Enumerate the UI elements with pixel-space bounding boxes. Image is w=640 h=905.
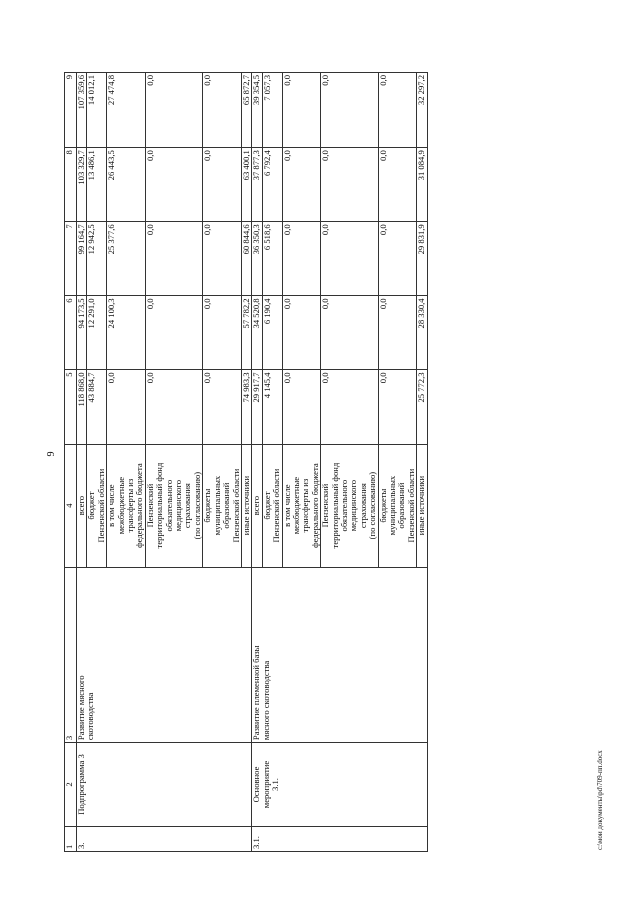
value-cell: 103 329,7 xyxy=(77,148,87,222)
funding-source: бюджеты муниципальных образований Пензенской области xyxy=(378,444,417,567)
value-cell: 7 057,3 xyxy=(262,73,282,148)
funding-source: иные источники xyxy=(241,444,251,567)
value-cell: 0,0 xyxy=(282,370,321,444)
value-cell: 0,0 xyxy=(107,370,146,444)
value-cell: 118 868,0 xyxy=(77,370,87,444)
value-cell: 0,0 xyxy=(378,73,417,148)
header-row xyxy=(65,73,77,852)
funding-table xyxy=(64,72,428,852)
row-name xyxy=(252,743,427,827)
value-cell: 107 359,6 xyxy=(77,73,87,148)
value-cell: 6 792,4 xyxy=(262,148,282,222)
value-cell: 0,0 xyxy=(282,73,321,148)
value-cell: 57 782,2 xyxy=(241,296,251,370)
value-cell: 0,0 xyxy=(203,73,242,148)
header-col-4: 4 xyxy=(65,444,77,567)
value-cell: 0,0 xyxy=(282,148,321,222)
value-cell: 0,0 xyxy=(145,296,202,370)
funding-source: в том числе межбюджетные трансферты из федерального бюджета xyxy=(282,444,321,567)
value-cell: 25 377,6 xyxy=(107,222,146,296)
value-cell: 0,0 xyxy=(378,222,417,296)
funding-source: в том числе межбюджетные трансферты из федерального бюджета xyxy=(107,444,146,567)
row-code xyxy=(252,826,427,851)
table-row xyxy=(252,73,262,852)
funding-source: Пензенский территориальный фонд обязательного медицинского страхования (по согласованию) xyxy=(145,444,202,567)
value-cell: 31 084,9 xyxy=(417,148,427,222)
value-cell: 0,0 xyxy=(145,148,202,222)
value-cell: 0,0 xyxy=(321,222,378,296)
footer-file-path: c:\мои документы\pd\709-пп.docx xyxy=(596,750,604,850)
row-name xyxy=(77,743,252,827)
header-col-9: 9 xyxy=(65,73,77,148)
header-col-5: 5 xyxy=(65,370,77,444)
header-col-8: 8 xyxy=(65,148,77,222)
row-code-text: 3. xyxy=(76,842,86,849)
page-number: 9 xyxy=(46,451,57,457)
value-cell: 0,0 xyxy=(321,73,378,148)
table-body xyxy=(77,73,428,852)
row-title xyxy=(77,567,252,742)
row-name-text: Подпрограмма 3 xyxy=(76,754,86,815)
value-cell: 24 100,3 xyxy=(107,296,146,370)
value-cell: 34 520,8 xyxy=(252,296,262,370)
value-cell: 0,0 xyxy=(378,148,417,222)
value-cell: 0,0 xyxy=(203,222,242,296)
value-cell: 0,0 xyxy=(321,296,378,370)
value-cell: 6 190,4 xyxy=(262,296,282,370)
value-cell: 29 917,7 xyxy=(252,370,262,444)
funding-source: бюджет Пензенской области xyxy=(87,444,107,567)
value-cell: 12 291,0 xyxy=(87,296,107,370)
funding-source: Пензенский территориальный фонд обязательного медицинского страхования (по согласованию) xyxy=(321,444,378,567)
row-code-text: 3.1. xyxy=(251,836,262,849)
value-cell: 13 486,1 xyxy=(87,148,107,222)
row-title-text: Развитие мясного скотоводства xyxy=(76,675,96,741)
value-cell: 43 884,7 xyxy=(87,370,107,444)
value-cell: 25 772,3 xyxy=(417,370,427,444)
value-cell: 37 877,3 xyxy=(252,148,262,222)
header-col-1: 1 xyxy=(65,826,77,851)
value-cell: 27 474,8 xyxy=(107,73,146,148)
value-cell: 0,0 xyxy=(203,370,242,444)
header-col-7: 7 xyxy=(65,222,77,296)
header-col-6: 6 xyxy=(65,296,77,370)
value-cell: 0,0 xyxy=(282,222,321,296)
value-cell: 0,0 xyxy=(203,296,242,370)
value-cell: 0,0 xyxy=(145,370,202,444)
value-cell: 0,0 xyxy=(378,370,417,444)
value-cell: 0,0 xyxy=(378,296,417,370)
value-cell: 26 443,5 xyxy=(107,148,146,222)
funding-source: всего xyxy=(77,444,87,567)
value-cell: 94 173,5 xyxy=(77,296,87,370)
value-cell: 0,0 xyxy=(282,296,321,370)
value-cell: 0,0 xyxy=(145,73,202,148)
row-name-text: Основное мероприятие 3.1. xyxy=(251,760,281,809)
value-cell: 36 350,3 xyxy=(252,222,262,296)
value-cell: 4 145,4 xyxy=(262,370,282,444)
row-title-text: Развитие племенной базы мясного скотоводства xyxy=(251,645,271,741)
value-cell: 14 012,1 xyxy=(87,73,107,148)
row-code xyxy=(77,826,252,851)
value-cell: 74 983,3 xyxy=(241,370,251,444)
value-cell: 0,0 xyxy=(203,148,242,222)
funding-source: иные источники xyxy=(417,444,427,567)
value-cell: 65 872,7 xyxy=(241,73,251,148)
value-cell: 99 164,7 xyxy=(77,222,87,296)
value-cell: 29 831,9 xyxy=(417,222,427,296)
value-cell: 60 844,6 xyxy=(241,222,251,296)
rotated-table-container xyxy=(64,72,604,852)
header-col-2: 2 xyxy=(65,743,77,827)
value-cell: 0,0 xyxy=(145,222,202,296)
value-cell: 12 942,5 xyxy=(87,222,107,296)
row-title xyxy=(252,567,427,742)
funding-source: бюджеты муниципальных образований Пензенской области xyxy=(203,444,242,567)
table-row xyxy=(77,73,87,852)
value-cell: 0,0 xyxy=(321,370,378,444)
value-cell: 6 518,6 xyxy=(262,222,282,296)
value-cell: 32 297,2 xyxy=(417,73,427,148)
value-cell: 63 400,1 xyxy=(241,148,251,222)
funding-source: всего xyxy=(252,444,262,567)
header-col-3: 3 xyxy=(65,567,77,742)
value-cell: 0,0 xyxy=(321,148,378,222)
value-cell: 39 354,5 xyxy=(252,73,262,148)
value-cell: 28 330,4 xyxy=(417,296,427,370)
funding-source: бюджет Пензенской области xyxy=(262,444,282,567)
